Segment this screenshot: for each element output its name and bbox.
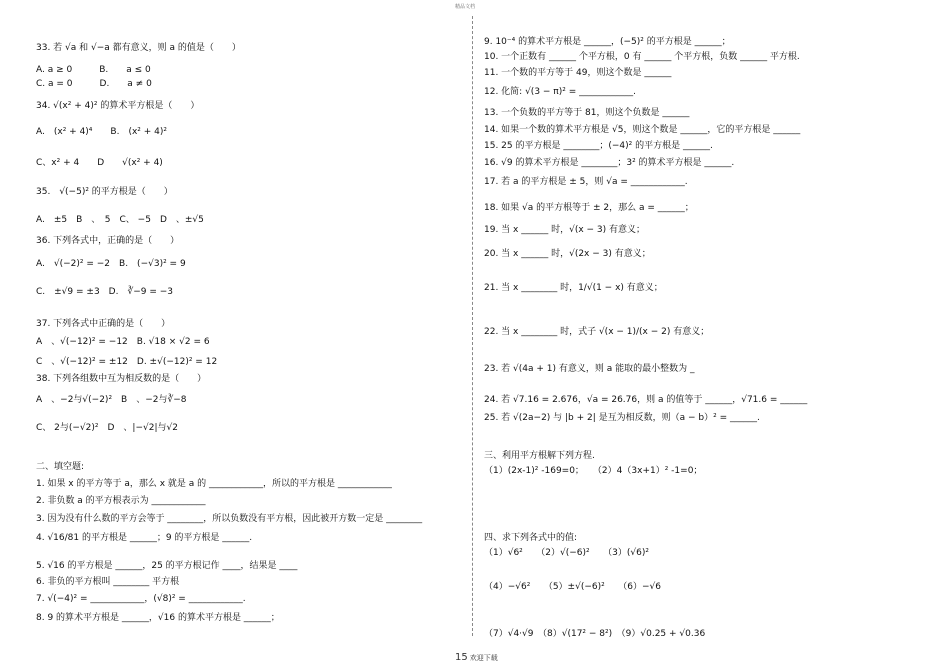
right-line: 12. 化简: √(3 − π)² = ____________. (484, 87, 636, 97)
right-line: （1）√6² （2）√(−6)² （3）(√6)² (484, 548, 649, 558)
right-line: 25. 若 √(2a−2) 与 |b + 2| 是互为相反数，则（a − b）² = ______. (484, 413, 760, 423)
right-line: 23. 若 √(4a + 1) 有意义，则 a 能取的最小整数为 _ (484, 364, 695, 374)
right-line: （4）−√6² （5）±√(−6)² （6）−√6 (484, 582, 661, 592)
left-line: A. a ≥ 0 B. a ≤ 0 (36, 65, 151, 75)
right-line: 9. 10⁻⁴ 的算术平方根是 ______，(−5)² 的平方根是 ______； (484, 37, 731, 47)
right-line: 四、求下列各式中的值: (484, 533, 578, 543)
right-line: 21. 当 x ________ 时，1/√(1 − x) 有意义； (484, 283, 663, 293)
left-line: 35. √(−5)² 的平方根是（ ） (36, 187, 173, 197)
right-line: 13. 一个负数的平方等于 81，则这个负数是 ______ (484, 108, 690, 118)
right-line: 11. 一个数的平方等于 49，则这个数是 ______ (484, 68, 672, 78)
right-line: 15. 25 的平方根是 ________；(−4)² 的平方根是 ______. (484, 141, 713, 151)
right-line: 22. 当 x ________ 时，式子 √(x − 1)/(x − 2) 有意义； (484, 327, 710, 337)
right-line: 20. 当 x ______ 时，√(2x − 3) 有意义； (484, 249, 651, 259)
left-line: C、x² + 4 D √(x² + 4) (36, 158, 163, 168)
right-line: 14. 如果一个数的算术平方根是 √5，则这个数是 ______，它的平方根是 ______ (484, 125, 801, 135)
page-number: 15 (455, 652, 468, 663)
left-line: 3. 因为没有什么数的平方会等于 ________，所以负数没有平方根，因此被开方数一定是 ________ (36, 514, 423, 524)
left-line: C 、√(−12)² = ±12 D. ±√(−12)² = 12 (36, 357, 218, 367)
left-line: A 、√(−12)² = −12 B. √18 × √2 = 6 (36, 337, 210, 347)
right-line: 18. 如果 √a 的平方根等于 ± 2，那么 a = ______； (484, 203, 694, 213)
left-line: 2. 非负数 a 的平方根表示为 ____________ (36, 496, 206, 506)
left-line: 38. 下列各组数中互为相反数的是（ ） (36, 374, 207, 384)
left-line: 36. 下列各式中，正确的是（ ） (36, 236, 180, 246)
column-divider (472, 16, 473, 636)
left-line: C. ±√9 = ±3 D. ∛−9 = −3 (36, 287, 173, 297)
left-line: A. √(−2)² = −2 B. (−√3)² = 9 (36, 259, 186, 269)
right-line: 三、利用平方根解下列方程. (484, 451, 595, 461)
right-line: 19. 当 x ______ 时，√(x − 3) 有意义； (484, 225, 646, 235)
left-line: 5. √16 的平方根是 ______，25 的平方根记作 ____，结果是 ____ (36, 561, 298, 571)
page-header: 精品文档 (455, 4, 476, 10)
right-line: 16. √9 的算术平方根是 ________；3² 的算术平方根是 ______. (484, 158, 735, 168)
left-line: 34. √(x² + 4)² 的算术平方根是（ ） (36, 101, 200, 111)
left-line: C. a = 0 D. a ≠ 0 (36, 79, 152, 89)
right-line: 10. 一个正数有 ______ 个平方根，0 有 ______ 个平方根，负数 ______ 平方根. (484, 52, 800, 62)
right-line: 24. 若 √7.16 = 2.676，√a = 26.76，则 a 的值等于 ______，√71.6 = ______ (484, 395, 808, 405)
left-line: A. (x² + 4)⁴ B. (x² + 4)² (36, 127, 168, 137)
left-line: 37. 下列各式中正确的是（ ） (36, 319, 171, 329)
page-footer (455, 652, 498, 663)
left-line: 1. 如果 x 的平方等于 a，那么 x 就是 a 的 ____________，所以的平方根是 ____________ (36, 479, 392, 489)
right-line: 17. 若 a 的平方根是 ± 5，则 √a = ____________. (484, 177, 688, 187)
left-line: 8. 9 的算术平方根是 ______，√16 的算术平方根是 ______； (36, 613, 280, 623)
footer-text: 欢迎下载 (469, 654, 498, 662)
right-line: （1）(2x-1)² -169=0； （2）4（3x+1）² -1=0； (484, 466, 703, 476)
left-line: 33. 若 √a 和 √−a 都有意义，则 a 的值是（ ） (36, 43, 241, 53)
left-line: 7. √(−4)² = ____________，(√8)² = ____________. (36, 594, 246, 604)
left-line: 6. 非负的平方根叫 ________ 平方根 (36, 577, 180, 587)
left-line: A. ±5 B 、 5 C、 −5 D 、±√5 (36, 215, 204, 225)
left-line: C、 2与(−√2)² D 、|−√2|与√2 (36, 423, 178, 433)
left-line: A 、−2与√(−2)² B 、−2与∛−8 (36, 395, 187, 405)
left-line: 二、填空题: (36, 462, 85, 472)
right-line: （7）√4·√9 （8）√(17² − 8²) （9）√0.25 + √0.36 (484, 629, 706, 639)
left-line: 4. √16/81 的平方根是 ______；9 的平方根是 ______. (36, 533, 253, 543)
